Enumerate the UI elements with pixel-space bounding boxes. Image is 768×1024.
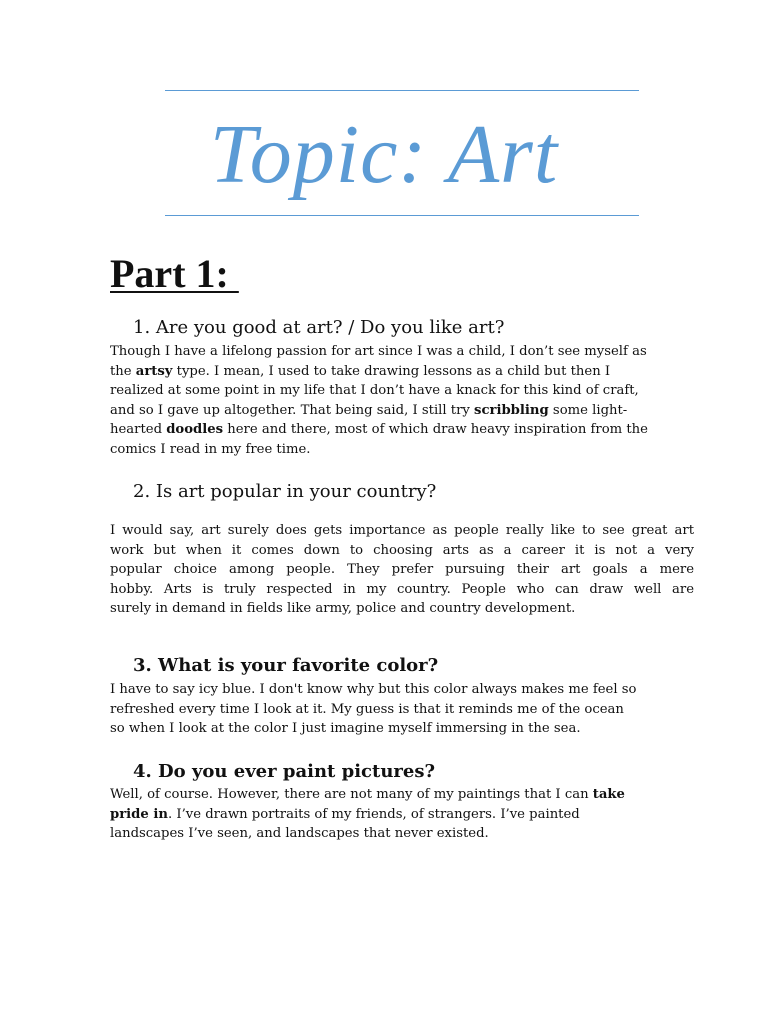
keyword-take: take bbox=[592, 787, 625, 802]
answer-4-line: landscapes I’ve seen, and landscapes that never existed. bbox=[110, 826, 489, 842]
keyword-scribbling: scribbling bbox=[474, 402, 549, 418]
answer-3-line: I have to say icy blue. I don't know why but this color always makes me feel so bbox=[110, 682, 637, 697]
answer-1-line: comics I read in my free time. bbox=[110, 441, 311, 457]
keyword-doodles: doodles bbox=[166, 422, 224, 438]
answer-1-line: and so I gave up altogether. That being said, I still try scribbling some light- bbox=[110, 402, 628, 418]
question-3: 3. What is your favorite color? bbox=[133, 655, 439, 676]
question-4: 4. Do you ever paint pictures? bbox=[133, 761, 436, 782]
title-bottom-rule bbox=[165, 215, 639, 216]
answer-2-line: hobby. Arts is truly respected in my country. People who can draw well are bbox=[110, 581, 694, 597]
question-2: 2. Is art popular in your country? bbox=[133, 481, 437, 502]
answer-1-line: realized at some point in my life that I don’t have a knack for this kind of craft, bbox=[110, 383, 639, 399]
answer-4 bbox=[110, 785, 694, 844]
part-heading: Part 1: bbox=[110, 251, 239, 296]
answer-2-line: popular choice among people. They prefer pursuing their art goals a mere bbox=[110, 562, 694, 578]
answer-2-line: surely in demand in fields like army, police and country development. bbox=[110, 601, 576, 617]
answer-4-line: pride in. I’ve drawn portraits of my friends, of strangers. I’ve painted bbox=[110, 806, 580, 822]
answer-3 bbox=[110, 680, 694, 739]
keyword-pride-in: pride in bbox=[110, 806, 168, 822]
question-1: 1. Are you good at art? / Do you like art? bbox=[133, 317, 505, 338]
answer-2-line: I would say, art surely does gets importance as people really like to see great art bbox=[110, 523, 694, 538]
keyword-artsy: artsy bbox=[135, 363, 173, 379]
page-title: Topic: Art bbox=[209, 108, 559, 201]
answer-2-line: work but when it comes down to choosing arts as a career it is not a very bbox=[110, 542, 694, 558]
answer-2 bbox=[110, 521, 694, 619]
answer-1-line: the artsy type. I mean, I used to take drawing lessons as a child but then I bbox=[110, 363, 611, 379]
title-top-rule bbox=[165, 90, 639, 91]
answer-1-line: hearted doodles here and there, most of which draw heavy inspiration from the bbox=[110, 422, 648, 438]
answer-4-line: Well, of course. However, there are not many of my paintings that I can take bbox=[110, 787, 625, 802]
answer-1 bbox=[110, 342, 694, 460]
answer-1-line: Though I have a lifelong passion for art since I was a child, I don’t see myself as bbox=[110, 344, 647, 359]
answer-3-line: so when I look at the color I just imagine myself immersing in the sea. bbox=[110, 721, 581, 737]
answer-3-line: refreshed every time I look at it. My guess is that it reminds me of the ocean bbox=[110, 701, 624, 717]
